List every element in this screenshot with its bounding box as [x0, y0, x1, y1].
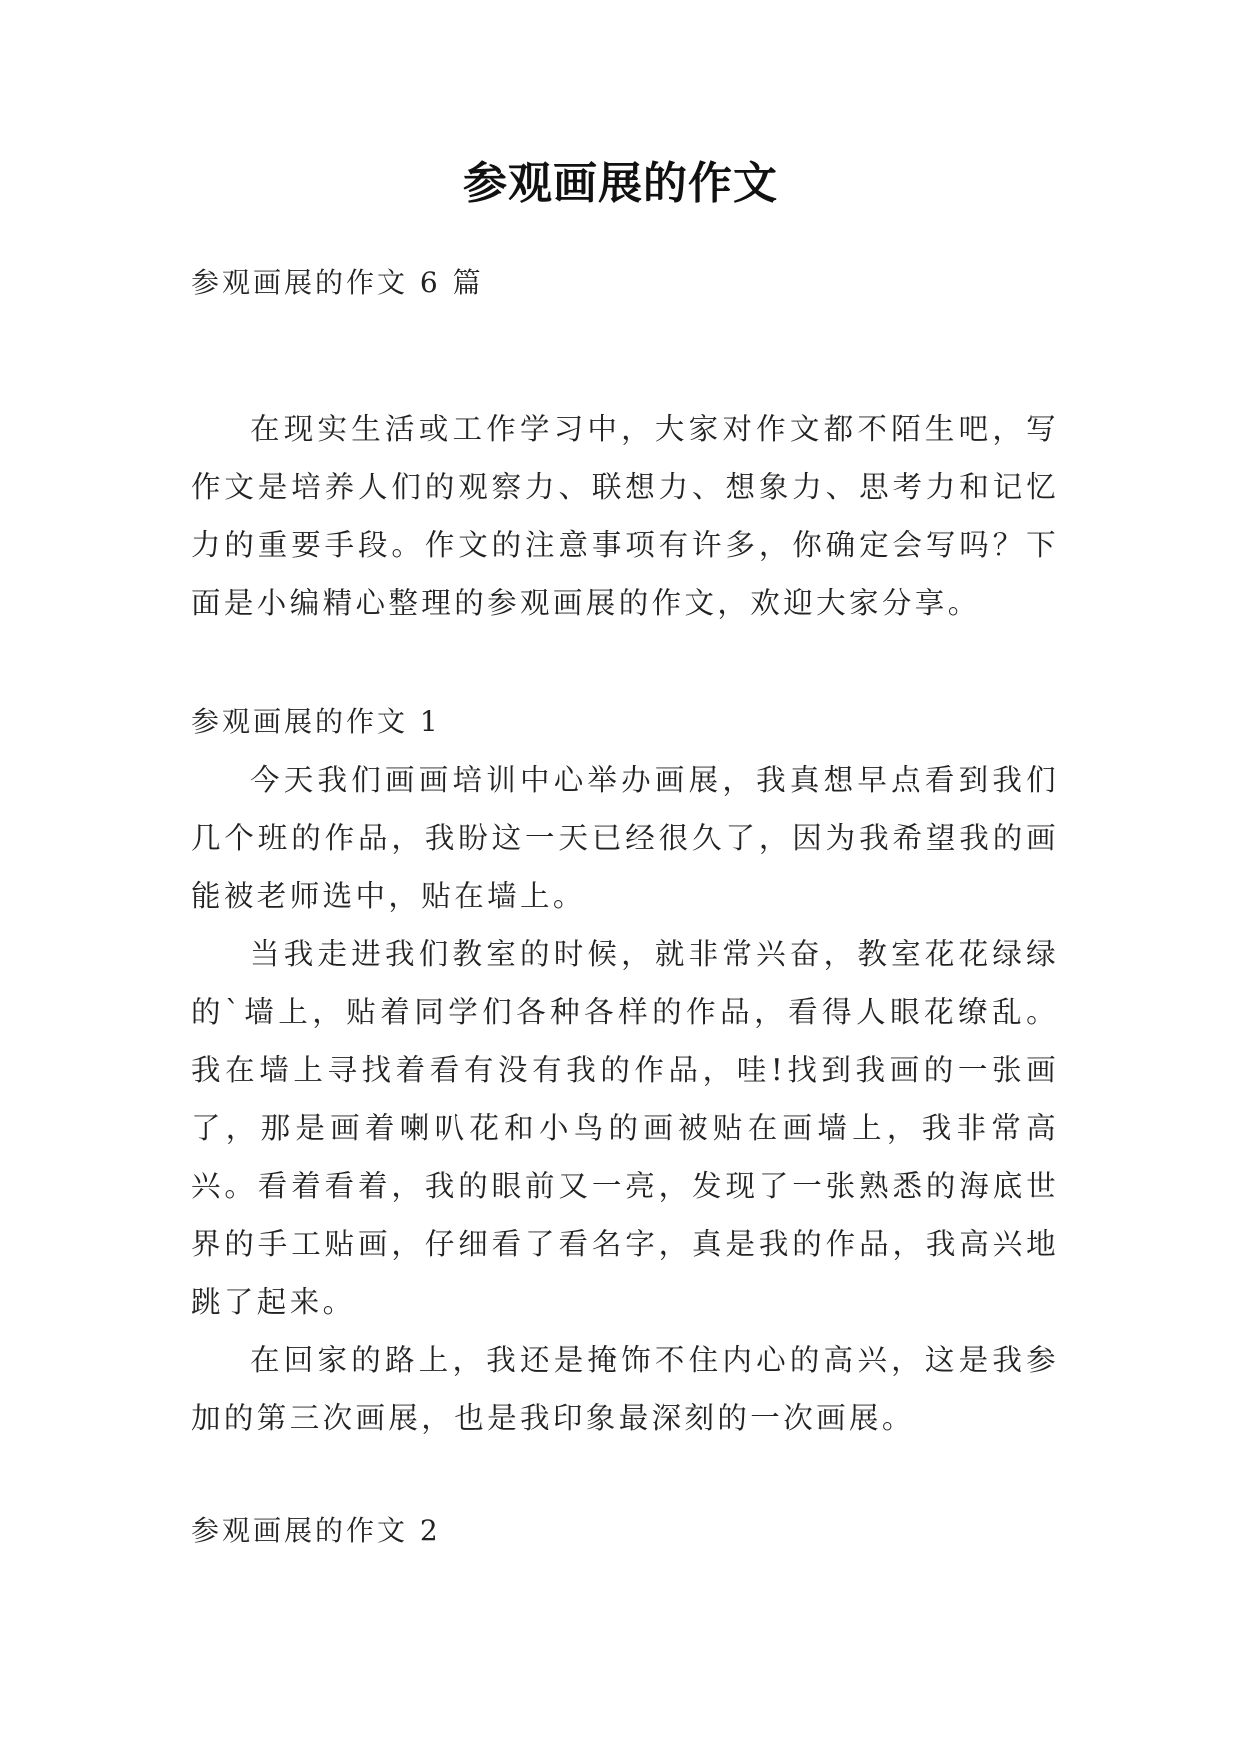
section-1-paragraph-2: 当我走进我们教室的时候，就非常兴奋，教室花花绿绿的`墙上，贴着同学们各种各样的作品，看得人眼花缭乱。我在墙上寻找着看有没有我的作品，哇!找到我画的一张画了，那是画着喇叭花和小鸟的画被贴在画墙上，我非常高兴。看着看着，我的眼前又一亮，发现了一张熟悉的海底世界的手工贴画，仔细看了看名字，真是我的作品，我高兴地跳了起来。: [191, 937, 1059, 1319]
document-subtitle: 参观画展的作文 6 篇: [191, 266, 484, 299]
section-heading-2: 参观画展的作文 2: [191, 1514, 441, 1547]
section-1-paragraph-1: 今天我们画画培训中心举办画展，我真想早点看到我们几个班的作品，我盼这一天已经很久了，因为我希望我的画能被老师选中，贴在墙上。: [191, 763, 1059, 913]
document-title: 参观画展的作文: [463, 158, 778, 209]
section-heading-1: 参观画展的作文 1: [191, 705, 441, 738]
section-1-paragraph-3: 在回家的路上，我还是掩饰不住内心的高兴，这是我参加的第三次画展，也是我印象最深刻的一次画展。: [191, 1343, 1059, 1435]
intro-paragraph: 在现实生活或工作学习中，大家对作文都不陌生吧，写作文是培养人们的观察力、联想力、想象力、思考力和记忆力的重要手段。作文的注意事项有许多，你确定会写吗？下面是小编精心整理的参观画展的作文，欢迎大家分享。: [191, 412, 1059, 620]
